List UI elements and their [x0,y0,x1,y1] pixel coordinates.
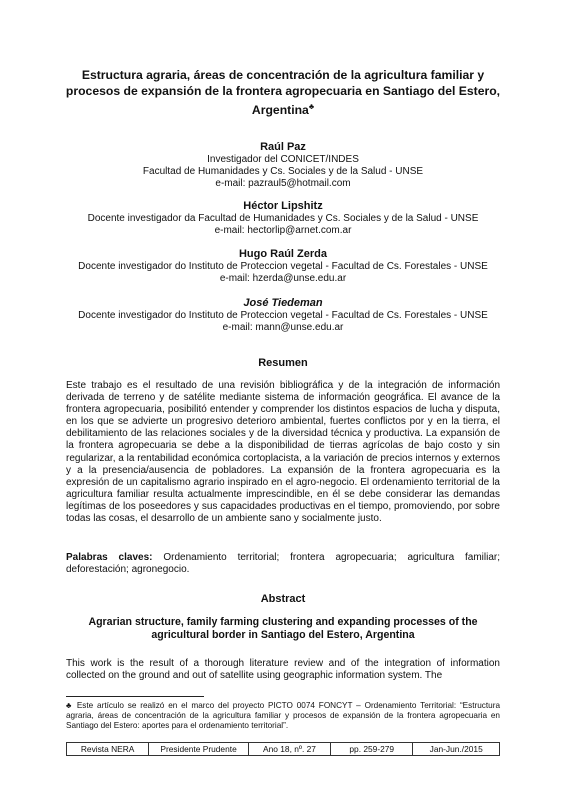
author-affiliation: Docente investigador do Instituto de Proteccion vegetal - Facultad de Cs. Forestales - UNSE [78,261,488,272]
author-affiliation: Docente investigador da Facultad de Humanidades y Cs. Sociales y de la Salud - UNSE [87,213,479,224]
keywords-text: Ordenamiento territorial; frontera agropecuaria; agricultura familiar; deforestación; agronegocio. [66,552,501,576]
journal-info-table [66,742,500,756]
title-footnote-mark: ♣ [308,102,315,111]
author-name: Raúl Paz [260,141,306,153]
journal-city: Presidente Prudente [149,743,249,756]
resumen-paragraph: Este trabajo es el resultado de una revisión bibliográfica y de la integración de información derivada de terreno y de satélite mediante sistema de información geográfica. El avance de la frontera agropecuaria, posibilitó entender y comprender los distintos espacios de lucha y disputa, en los que se advierte un progresivo deterioro ambiental, fuertes conflictos por y en la tierra, el debilitamiento de las relaciones sociales y de la diversidad técnica y productiva. La expansión de la frontera agropecuaria se debe a la disponibilidad de tierras agrícolas de bajo costo y sin regularizar, a la rentabilidad económica cortoplacista, a la variación de precios internos y externos y a la presencia/ausencia de pobladores. La expansión de la frontera agropecuaria es la expresión de un capitalismo agrario inspirado en el agro-negocio. El ordenamiento territorial de la agricultura familiar resulta actualmente imprescindible, en él se debe considerar las demandas legítimas de los poseedores y sus capacidades productivas en el tiempo, promoviendo, por sobre todas las cosas, el desarrollo de un ambiente sano y socialmente justo. [66,380,500,525]
footnote-divider [66,696,204,697]
author-name: Hugo Raúl Zerda [238,248,327,260]
author-email: e-mail: hectorlip@arnet.com.ar [214,225,352,237]
journal-date: Jan-Jun./2015 [413,743,500,756]
author-block [40,140,526,191]
journal-issue: Ano 18, nº. 27 [248,743,330,756]
author-name: Héctor Lipshitz [243,200,323,212]
keywords-label: Palabras claves: [66,552,153,563]
abstract-paragraph: This work is the result of a thorough literature review and of the integration of information collected on the ground and out of satellite using geographic information system. The [66,658,500,682]
footnote [66,701,500,732]
author-email: e-mail: hzerda@unse.edu.ar [219,273,347,285]
resumen-heading: Resumen [258,357,308,369]
footnote-mark: ♣ [66,701,73,710]
author-name: José Tiedeman [243,297,323,309]
paper-title [60,67,506,118]
author-block [40,296,526,334]
journal-pages: pp. 259-279 [331,743,413,756]
author-block [40,247,526,285]
journal-name: Revista NERA [67,743,149,756]
author-email: e-mail: mann@unse.edu.ar [222,322,344,334]
paper-title-text: Estructura agraria, áreas de concentración de la agricultura familiar y procesos de expansión de la frontera agropecuaria en Santiago del Estero, Argentina [65,68,501,118]
abstract-heading: Abstract [260,593,306,605]
abstract-title: Agrarian structure, family farming clustering and expanding processes of the agricultural border in Santiago del Estero, Argentina [88,616,478,642]
author-affiliation: Facultad de Humanidades y Cs. Sociales y de la Salud - UNSE [142,166,424,178]
author-block [40,199,526,237]
author-affiliation: Investigador del CONICET/INDES [207,154,359,165]
author-email: e-mail: pazraul5@hotmail.com [215,178,351,190]
keywords-paragraph [66,552,500,576]
author-affiliation: Docente investigador do Instituto de Proteccion vegetal - Facultad de Cs. Forestales - UNSE [78,310,488,321]
footnote-text: Este artículo se realizó en el marco del proyecto PICTO 0074 FONCYT – Ordenamiento Territorial: “Estructura agraria, áreas de concentración de la agricultura familiar y procesos de expansión de la frontera agropecuaria en Santiago del Estero: aportes para el ordenamiento territorial”. [66,701,500,731]
